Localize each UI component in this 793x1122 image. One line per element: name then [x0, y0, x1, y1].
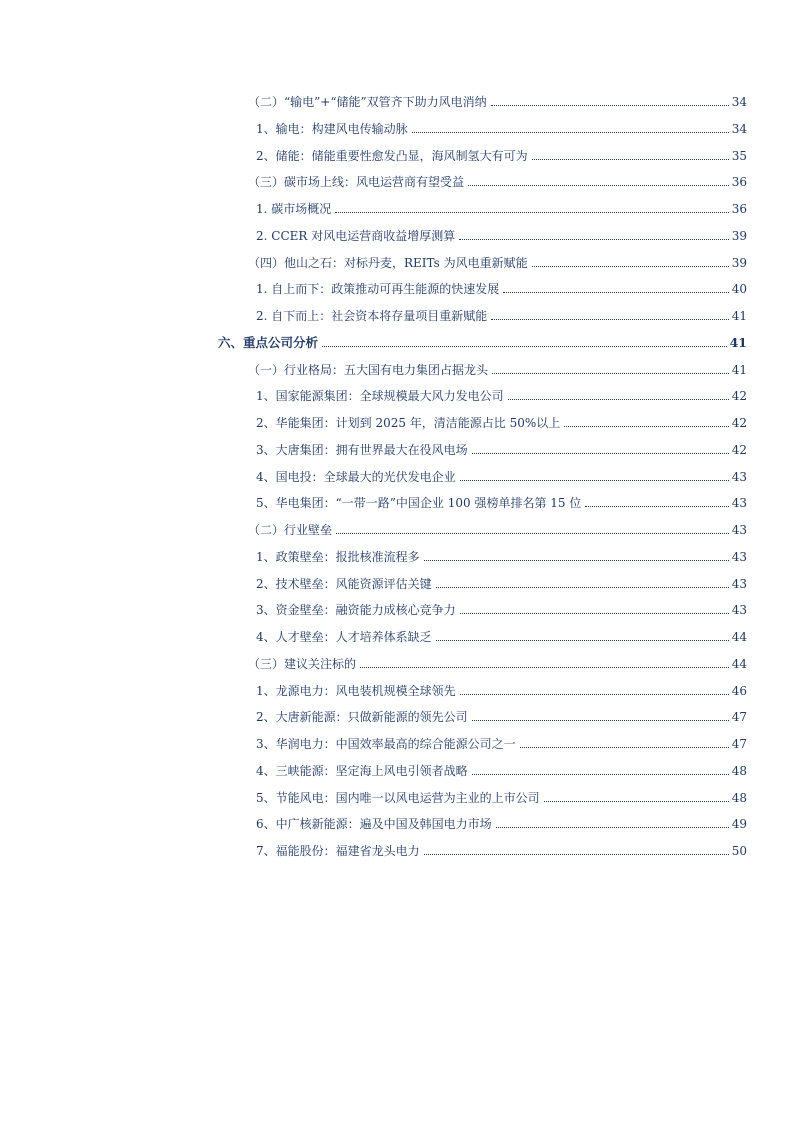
toc-entry-page: 47	[731, 737, 747, 751]
toc-entry-title: （二）行业壁垒	[248, 523, 333, 537]
toc-entry-page: 42	[731, 443, 747, 457]
toc-entry-page: 39	[731, 256, 747, 270]
toc-entry[interactable]	[256, 201, 747, 217]
toc-dot-leader	[460, 602, 729, 614]
toc-dot-leader	[436, 576, 729, 588]
toc-entry-title: 1、政策壁垒：报批核准流程多	[256, 550, 420, 564]
toc-entry[interactable]	[256, 388, 747, 404]
toc-entry-page: 48	[731, 791, 747, 805]
toc-entry-title: 3、资金壁垒：融资能力成核心竞争力	[256, 603, 456, 617]
toc-entry[interactable]	[256, 121, 747, 137]
toc-dot-leader	[472, 709, 729, 721]
toc-entry[interactable]	[256, 148, 747, 164]
toc-entry-title: 2、大唐新能源：只做新能源的领先公司	[256, 710, 468, 724]
toc-entry-title: 3、大唐集团：拥有世界最大在役风电场	[256, 443, 468, 457]
toc-entry-title: （二）“输电”+“储能”双管齐下助力风电消纳	[248, 95, 487, 109]
toc-entry-page: 41	[731, 363, 747, 377]
toc-entry[interactable]	[256, 843, 747, 859]
toc-entry-title: 1、龙源电力：风电装机规模全球领先	[256, 684, 456, 698]
toc-entry-page: 43	[731, 577, 747, 591]
toc-entry-page: 44	[731, 630, 747, 644]
toc-entry-page: 34	[731, 95, 747, 109]
toc-dot-leader	[360, 656, 729, 668]
toc-entry-title: 2、华能集团：计划到 2025 年，清洁能源占比 50%以上	[256, 416, 561, 430]
toc-entry[interactable]	[256, 442, 747, 458]
toc-entry[interactable]	[218, 335, 747, 351]
toc-entry-page: 41	[731, 309, 747, 323]
toc-entry[interactable]	[248, 362, 747, 378]
toc-entry-page: 43	[731, 603, 747, 617]
toc-entry-title: 6、中广核新能源：遍及中国及韩国电力市场	[256, 817, 492, 831]
toc-entry-title: （四）他山之石：对标丹麦，REITs 为风电重新赋能	[248, 256, 528, 270]
toc-entry-page: 48	[731, 764, 747, 778]
toc-entry[interactable]	[256, 736, 747, 752]
toc-entry-title: 1. 碳市场概况	[256, 202, 332, 216]
toc-entry-page: 43	[731, 496, 747, 510]
toc-dot-leader	[436, 629, 729, 641]
toc-entry[interactable]	[248, 255, 747, 271]
toc-entry-page: 43	[731, 550, 747, 564]
toc-entry[interactable]	[248, 656, 747, 672]
toc-dot-leader	[460, 683, 729, 695]
toc-dot-leader	[491, 94, 729, 106]
toc-dot-leader	[335, 201, 728, 213]
toc-entry[interactable]	[256, 415, 747, 431]
toc-entry-title: 4、三峡能源：坚定海上风电引领者战略	[256, 764, 468, 778]
toc-entry-title: 7、福能股份：福建省龙头电力	[256, 844, 420, 858]
toc-entry[interactable]	[248, 522, 747, 538]
toc-entry-page: 42	[731, 389, 747, 403]
toc-entry[interactable]	[256, 495, 747, 511]
toc-entry-page: 34	[731, 122, 747, 136]
toc-entry-title: 4、国电投：全球最大的光伏发电企业	[256, 470, 456, 484]
toc-dot-leader	[472, 442, 729, 454]
toc-entry-page: 46	[731, 684, 747, 698]
toc-entry-page: 36	[731, 202, 747, 216]
toc-dot-leader	[508, 388, 729, 400]
toc-entry-title: 2、技术壁垒：风能资源评估关键	[256, 577, 432, 591]
toc-entry-page: 43	[731, 523, 747, 537]
toc-entry-page: 40	[731, 282, 747, 296]
toc-dot-leader	[472, 763, 729, 775]
toc-dot-leader	[544, 790, 729, 802]
toc-entry-page: 41	[729, 335, 747, 350]
toc-entry-title: 5、节能风电：国内唯一以风电运营为主业的上市公司	[256, 791, 540, 805]
toc-entry[interactable]	[256, 790, 747, 806]
toc-entry[interactable]	[248, 174, 747, 190]
toc-entry-title: 1. 自上而下：政策推动可再生能源的快速发展	[256, 282, 500, 296]
toc-entry[interactable]	[256, 469, 747, 485]
toc-entry[interactable]	[256, 281, 747, 297]
toc-dot-leader	[491, 308, 728, 320]
toc-entry-title: 1、输电：构建风电传输动脉	[256, 122, 408, 136]
toc-dot-leader	[336, 522, 729, 534]
toc-dot-leader	[424, 843, 729, 855]
toc-entry[interactable]	[256, 816, 747, 832]
toc-dot-leader	[564, 415, 728, 427]
toc-dot-leader	[585, 495, 728, 507]
toc-entry-title: 2. CCER 对风电运营商收益增厚测算	[256, 229, 456, 243]
toc-entry-title: 2、储能：储能重要性愈发凸显，海风制氢大有可为	[256, 149, 528, 163]
toc-dot-leader	[468, 174, 729, 186]
toc-entry-title: 4、人才壁垒：人才培养体系缺乏	[256, 630, 432, 644]
toc-dot-leader	[459, 228, 728, 240]
toc-dot-leader	[424, 549, 729, 561]
toc-entry-page: 44	[731, 657, 747, 671]
toc-entry-title: 2. 自下而上：社会资本将存量项目重新赋能	[256, 309, 488, 323]
toc-dot-leader	[503, 281, 728, 293]
toc-entry-page: 49	[731, 817, 747, 831]
toc-entry[interactable]	[256, 629, 747, 645]
toc-entry-title: 六、重点公司分析	[218, 335, 319, 350]
toc-entry-page: 39	[731, 229, 747, 243]
toc-dot-leader	[532, 148, 729, 160]
toc-entry-title: 3、华润电力：中国效率最高的综合能源公司之一	[256, 737, 516, 751]
toc-entry-title: 5、华电集团：“一带一路”中国企业 100 强榜单排名第 15 位	[256, 496, 582, 510]
toc-entry-page: 42	[731, 416, 747, 430]
toc-entry-title: 1、国家能源集团：全球规模最大风力发电公司	[256, 389, 504, 403]
toc-dot-leader	[496, 816, 729, 828]
toc-entry-title: （一）行业格局：五大国有电力集团占据龙头	[248, 363, 489, 377]
toc-dot-leader	[532, 255, 729, 267]
toc-entry-title: （三）碳市场上线：风电运营商有望受益	[248, 175, 465, 189]
toc-entry-page: 36	[731, 175, 747, 189]
toc-entry[interactable]	[256, 763, 747, 779]
toc-entry[interactable]	[256, 709, 747, 725]
toc-dot-leader	[322, 335, 727, 347]
toc-entry-page: 43	[731, 470, 747, 484]
toc-entry[interactable]	[256, 602, 747, 618]
toc-entry[interactable]	[256, 549, 747, 565]
toc-entry[interactable]	[256, 576, 747, 592]
toc-entry[interactable]	[256, 228, 747, 244]
toc-entry-title: （三）建议关注标的	[248, 657, 357, 671]
toc-dot-leader	[492, 362, 729, 374]
toc-dot-leader	[460, 469, 729, 481]
toc-entry[interactable]	[256, 683, 747, 699]
toc-dot-leader	[412, 121, 729, 133]
toc-entry-page: 47	[731, 710, 747, 724]
toc-entry-page: 35	[731, 149, 747, 163]
toc-entry[interactable]	[256, 308, 747, 324]
toc-dot-leader	[520, 736, 729, 748]
toc-entry[interactable]	[248, 94, 747, 110]
toc-entry-page: 50	[731, 844, 747, 858]
